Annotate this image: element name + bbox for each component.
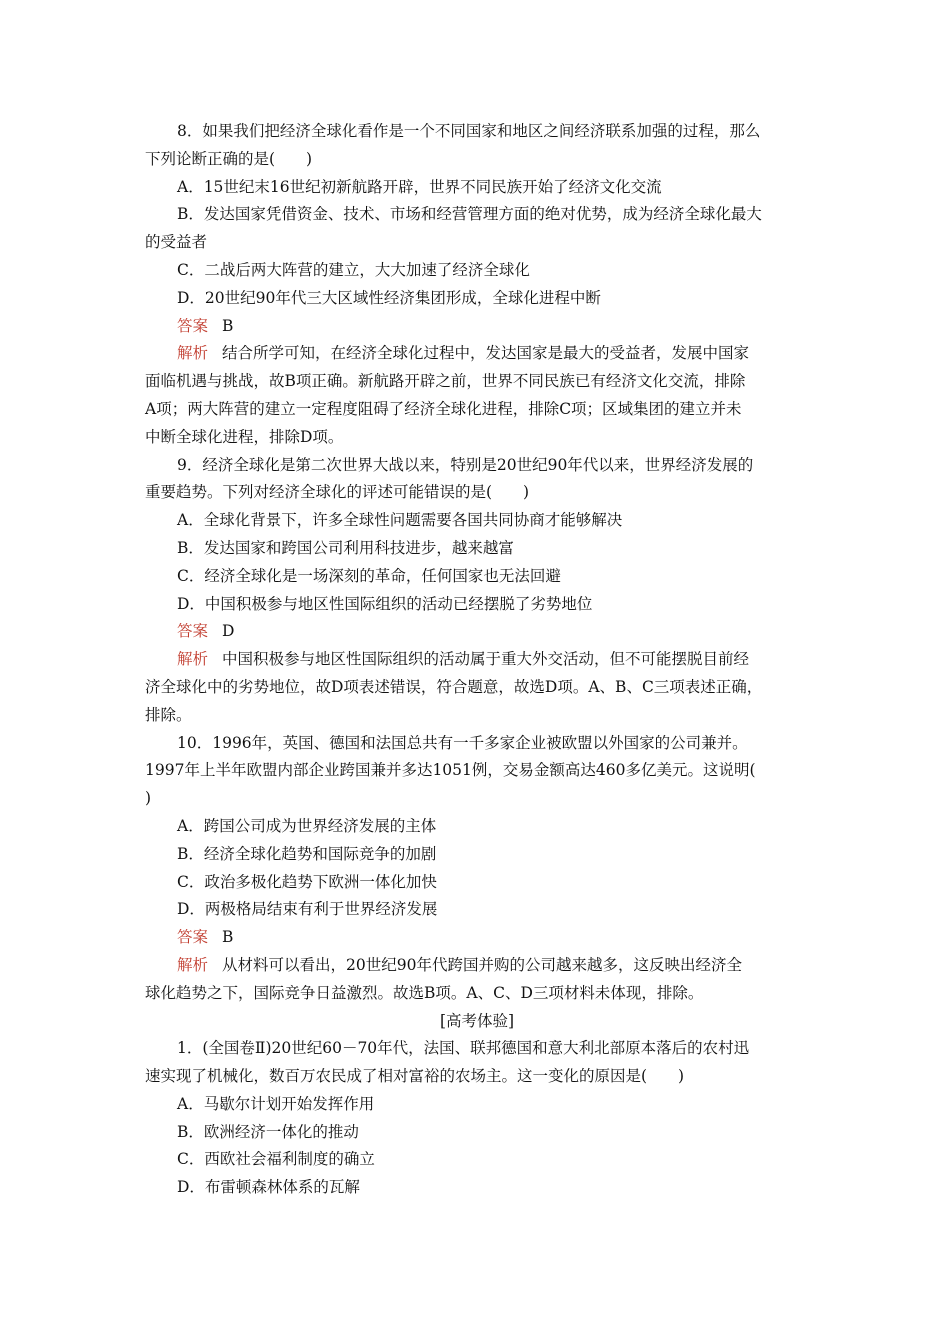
q10-analysis-line-1 xyxy=(145,952,809,980)
q9-analysis-line-3: 排除。 xyxy=(145,705,192,724)
q10-option-b: B．经济全球化趋势和国际竞争的加剧 xyxy=(177,844,437,863)
q8-option-c: C．二战后两大阵营的建立，大大加速了经济全球化 xyxy=(177,260,530,279)
q9-stem-line-1: 9．经济全球化是第二次世界大战以来，特别是20世纪90年代以来，世界经济发展的 xyxy=(177,455,754,474)
analysis-label: 解析 xyxy=(177,344,209,363)
q9-analysis-line-1 xyxy=(145,646,809,674)
q8-analysis-line-3: A项；两大阵营的建立一定程度阻碍了经济全球化进程，排除C项；区域集团的建立并未 xyxy=(145,399,742,418)
q10-stem-line-2: 1997年上半年欧盟内部企业跨国兼并多达1051例，交易金额高达460多亿美元。这说明( xyxy=(145,761,756,780)
q9-analysis-line-2: 济全球化中的劣势地位，故D项表述错误，符合题意，故选D项。A、B、C三项表述正确， xyxy=(145,677,763,696)
answer-value: D xyxy=(222,622,235,641)
q8-option-b-line-2: 的受益者 xyxy=(145,233,208,252)
gk1-stem-line-2: 速实现了机械化，数百万农民成了相对富裕的农场主。这一变化的原因是( ) xyxy=(145,1067,685,1086)
q8-analysis-line-1 xyxy=(145,340,809,368)
q10-analysis-line-2: 球化趋势之下，国际竞争日益激烈。故选B项。A、C、D三项材料未体现，排除。 xyxy=(145,983,704,1002)
analysis-label: 解析 xyxy=(177,650,209,669)
section-title: [高考体验] xyxy=(439,1011,515,1030)
question-10 xyxy=(145,730,809,1008)
q8-analysis-line-4: 中断全球化进程，排除D项。 xyxy=(145,427,344,446)
gk1-stem-line-1: 1．(全国卷Ⅱ)20世纪60－70年代，法国、联邦德国和意大利北部原本落后的农村迅 xyxy=(177,1039,750,1058)
q8-stem-line-2: 下列论断正确的是( ) xyxy=(145,149,313,168)
gk1-option-d: D．布雷顿森林体系的瓦解 xyxy=(177,1178,360,1197)
answer-value: B xyxy=(222,928,234,947)
question-9 xyxy=(145,452,809,730)
q10-option-c: C．政治多极化趋势下欧洲一体化加快 xyxy=(177,872,437,891)
answer-value: B xyxy=(222,316,234,335)
q10-stem-line-1: 10．1996年，英国、德国和法国总共有一千多家企业被欧盟以外国家的公司兼并。 xyxy=(177,733,748,752)
q8-stem-line-1: 8．如果我们把经济全球化看作是一个不同国家和地区之间经济联系加强的过程，那么 xyxy=(177,122,761,140)
gk1-option-a: A．马歇尔计划开始发挥作用 xyxy=(177,1094,375,1113)
gk1-option-b: B．欧洲经济一体化的推动 xyxy=(177,1122,359,1141)
answer-label: 答案 xyxy=(177,316,209,335)
q9-answer xyxy=(145,618,809,646)
q8-option-d: D．20世纪90年代三大区域性经济集团形成，全球化进程中断 xyxy=(177,288,601,307)
question-8 xyxy=(145,118,809,452)
q10-option-d: D．两极格局结束有利于世界经济发展 xyxy=(177,900,438,919)
answer-label: 答案 xyxy=(177,928,209,947)
gk1-option-c: C．西欧社会福利制度的确立 xyxy=(177,1150,375,1169)
document-page xyxy=(145,118,809,1202)
q8-option-b-line-1: B．发达国家凭借资金、技术、市场和经营管理方面的绝对优势，成为经济全球化最大 xyxy=(177,205,762,224)
q9-option-d: D．中国积极参与地区性国际组织的活动已经摆脱了劣势地位 xyxy=(177,594,593,613)
q9-option-c: C．经济全球化是一场深刻的革命，任何国家也无法回避 xyxy=(177,566,561,585)
analysis-label: 解析 xyxy=(177,955,209,974)
answer-label: 答案 xyxy=(177,622,209,641)
q10-answer xyxy=(145,924,809,952)
q9-stem-line-2: 重要趋势。下列对经济全球化的评述可能错误的是( ) xyxy=(145,483,530,502)
q10-option-a: A．跨国公司成为世界经济发展的主体 xyxy=(177,816,437,835)
analysis-text: 结合所学可知，在经济全球化过程中，发达国家是最大的受益者，发展中国家 xyxy=(222,344,750,363)
q9-option-b: B．发达国家和跨国公司利用科技进步，越来越富 xyxy=(177,538,514,557)
analysis-text: 从材料可以看出，20世纪90年代跨国并购的公司越来越多，这反映出经济全 xyxy=(222,955,742,974)
q10-stem-line-3: ) xyxy=(145,789,152,808)
q9-option-a: A．全球化背景下，许多全球性问题需要各国共同协商才能够解决 xyxy=(177,511,623,530)
analysis-text: 中国积极参与地区性国际组织的活动属于重大外交活动，但不可能摆脱目前经 xyxy=(222,650,750,669)
q8-analysis-line-2: 面临机遇与挑战，故B项正确。新航路开辟之前，世界不同民族已有经济文化交流，排除 xyxy=(145,372,746,391)
q8-option-a: A．15世纪末16世纪初新航路开辟，世界不同民族开始了经济文化交流 xyxy=(177,177,662,196)
gaokao-question-1 xyxy=(145,1035,809,1202)
q8-answer xyxy=(145,313,809,341)
